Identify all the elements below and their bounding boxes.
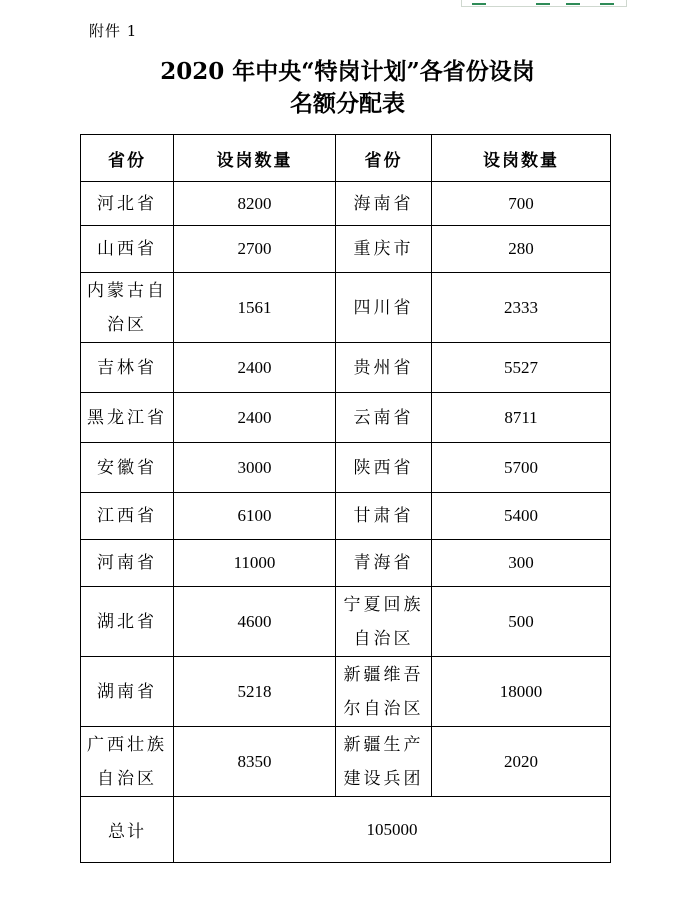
province-cell: 陕西省 [336,443,432,493]
province-cell: 河南省 [81,540,174,587]
table-row [81,443,611,493]
table-header-row [81,135,611,182]
count-cell: 5527 [432,343,611,393]
count-cell: 2400 [174,343,336,393]
table-row [81,273,611,343]
province-cell: 吉林省 [81,343,174,393]
province-cell: 安徽省 [81,443,174,493]
header-count: 设岗数量 [432,135,611,182]
quota-table [80,134,611,863]
total-label: 总计 [81,797,174,863]
header-province: 省份 [81,135,174,182]
province-cell: 黑龙江省 [81,393,174,443]
count-cell: 5400 [432,493,611,540]
count-cell: 5218 [174,657,336,727]
count-cell: 3000 [174,443,336,493]
province-cell: 广西壮族自治区 [81,727,174,797]
count-cell: 2400 [174,393,336,443]
province-cell: 河北省 [81,182,174,226]
count-cell: 5700 [432,443,611,493]
province-cell: 内蒙古自治区 [81,273,174,343]
count-cell: 2700 [174,226,336,273]
total-row [81,797,611,863]
count-cell: 6100 [174,493,336,540]
count-cell: 11000 [174,540,336,587]
province-cell: 新疆维吾尔自治区 [336,657,432,727]
table-row [81,727,611,797]
fragment-mark [536,0,550,5]
table-row [81,493,611,540]
count-cell: 8350 [174,727,336,797]
province-cell: 甘肃省 [336,493,432,540]
table-row [81,226,611,273]
fragment-mark [600,0,614,5]
table-row [81,587,611,657]
province-cell: 山西省 [81,226,174,273]
fragment-mark [472,0,486,5]
count-cell: 500 [432,587,611,657]
province-cell: 宁夏回族自治区 [336,587,432,657]
province-cell: 云南省 [336,393,432,443]
table-row [81,393,611,443]
table-row [81,343,611,393]
count-cell: 2020 [432,727,611,797]
province-cell: 贵州省 [336,343,432,393]
count-cell: 8711 [432,393,611,443]
province-cell: 青海省 [336,540,432,587]
province-cell: 湖北省 [81,587,174,657]
attachment-label: 附件 1 [89,22,138,40]
count-cell: 280 [432,226,611,273]
page-subtitle: 名额分配表 [290,90,405,117]
province-cell: 海南省 [336,182,432,226]
province-cell: 新疆生产建设兵团 [336,727,432,797]
province-cell: 江西省 [81,493,174,540]
table-row [81,657,611,727]
header-province: 省份 [336,135,432,182]
table-row [81,182,611,226]
fragment-mark [566,0,580,5]
table-row [81,540,611,587]
count-cell: 8200 [174,182,336,226]
province-cell: 重庆市 [336,226,432,273]
header-count: 设岗数量 [174,135,336,182]
top-header-fragment [461,0,627,7]
page-title: 2020 年中央“特岗计划”各省份设岗 [160,58,535,85]
count-cell: 2333 [432,273,611,343]
count-cell: 700 [432,182,611,226]
count-cell: 300 [432,540,611,587]
count-cell: 4600 [174,587,336,657]
province-cell: 四川省 [336,273,432,343]
count-cell: 1561 [174,273,336,343]
total-value: 105000 [174,797,611,863]
province-cell: 湖南省 [81,657,174,727]
count-cell: 18000 [432,657,611,727]
